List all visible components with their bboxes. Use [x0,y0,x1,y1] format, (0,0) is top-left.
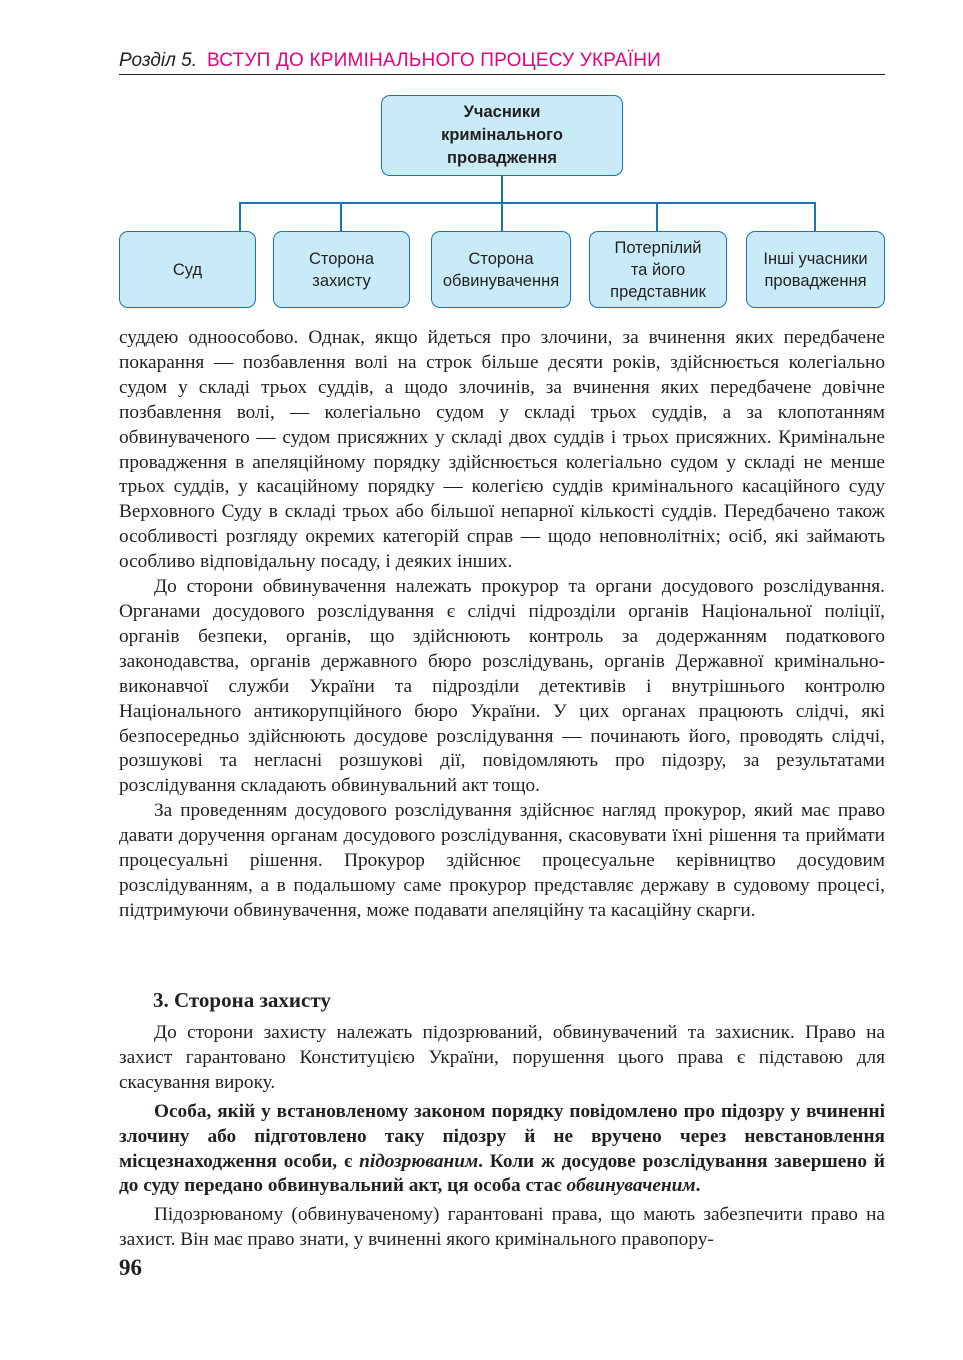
diagram-child-court [119,231,256,308]
diagram-child-label: Сторона обвинувачення [442,249,560,290]
paragraph-defense-side: До сторони захисту належать підозрюваний, обвинувачений та захисник. Право на захист гарантовано Конституцією України, порушення цього права є підставою для скасування вироку. [119,1022,885,1093]
diagram-child-victim [589,231,727,308]
definition-text-c: . [695,1175,701,1197]
connector-child-4 [656,202,658,232]
diagram-child-others [746,231,885,308]
connector-root-down [501,175,503,203]
body-text-top [119,326,885,924]
term-suspect: підозрюваним [359,1150,479,1172]
diagram-child-label: Потерпілий та його представник [610,238,706,301]
paragraph-prosecutor-oversight: За проведенням досудового розслідування здійснює нагляд прокурор, який має право давати доручення органам досудового розслідування, скасовувати їхні рішення та приймати процесуальні рішення. Прокурор здійснює процесуальне керівництво досудовим розслідуванням, а в подальшому саме прокурор представляє державу в судовому процесі, підтримуючи обвинувачення, може подавати апеляційну та касаційну скарги. [119,800,885,921]
paragraph-court: суддею одноособово. Однак, якщо йдеться про злочини, за вчинення яких передбачене покарання — позбавлення волі на строк більше десяти років, здійснюється колегіально судом у складі трьох суддів, а щодо злочинів, за вчинення яких передбачене довічне позбавлення волі, — колегіально судом у складі трьох суддів, а за клопотанням обвинуваченого — судом присяжних у складі двох суддів і трьох присяжних. Кримінальне провадження в апеляційному порядку здійснюється колегіально судом у складі не менше трьох суддів, у касаційному порядку — колегією суддів кримінального касаційного суду Верховного Суду в складі трьох або більшої непарної кількості суддів. Передбачено також особливості розгляду окремих категорій справ — щодо неповнолітніх; осіб, які займають особливо відповідальну посаду, і деяких інших. [119,327,885,573]
term-accused: обвинуваченим [566,1175,696,1197]
section-label: Розділ 5. [119,50,197,71]
chapter-title: ВСТУП ДО КРИМІНАЛЬНОГО ПРОЦЕСУ УКРАЇНИ [207,50,662,71]
diagram-child-label: Інші учасники провадження [763,249,868,290]
page-number: 96 [119,1255,142,1280]
body-text-bottom [119,1021,885,1253]
diagram-root-box [381,95,623,176]
paragraph-definition [119,1100,885,1200]
connector-child-2 [340,202,342,232]
connector-child-3 [501,202,503,232]
paragraph-prosecution-side: До сторони обвинувачення належать прокурор та органи досудового розслідування. Органами досудового розслідування є слідчі підрозділи органів Національної поліції, органів безпеки, органів, що здійснюють контроль за додержанням податкового законодавства, органів державного бюро розслідувань, органів Державної кримінально-виконавчої служби України та підрозділи детективів і внутрішнього контролю Національного антикорупційного бюро України. У цих органах працюють слідчі, які безпосередньо здійснюють досудове розслідування — починають його, проводять слідчі, розшукові та негласні розшукові дії, повідомляють про підозру, за результатами розслідування складають обвинувальний акт тощо. [119,576,885,797]
running-header [119,50,885,75]
definition-text-a: Особа, якій у встановленому законом порядку повідомлено про підозру у вчиненні злочину або підготовлено таку підозру й не вручено через невстановлення місцезнаходження особи, є [119,1100,885,1172]
section-heading: 3. Сторона захисту [153,988,331,1012]
diagram-root-label: Учасники кримінального провадження [441,103,563,167]
connector-child-1 [239,202,241,232]
definition-text-b: . Коли ж досудове розслідування завершено й до суду передано обвинувальний акт, ця особа стає [119,1150,885,1197]
diagram-child-defense [273,231,410,308]
connector-child-5 [814,202,816,232]
diagram-child-prosecution [431,231,571,308]
connector-horizontal [239,202,816,204]
diagram-child-label: Сторона захисту [308,249,375,290]
paragraph-rights: Підозрюваному (обвинуваченому) гарантовані права, що мають забезпечити право на захист. Він має право знати, у вчиненні якого кримінального правопору- [119,1204,885,1251]
diagram-child-label: Суд [172,260,203,279]
